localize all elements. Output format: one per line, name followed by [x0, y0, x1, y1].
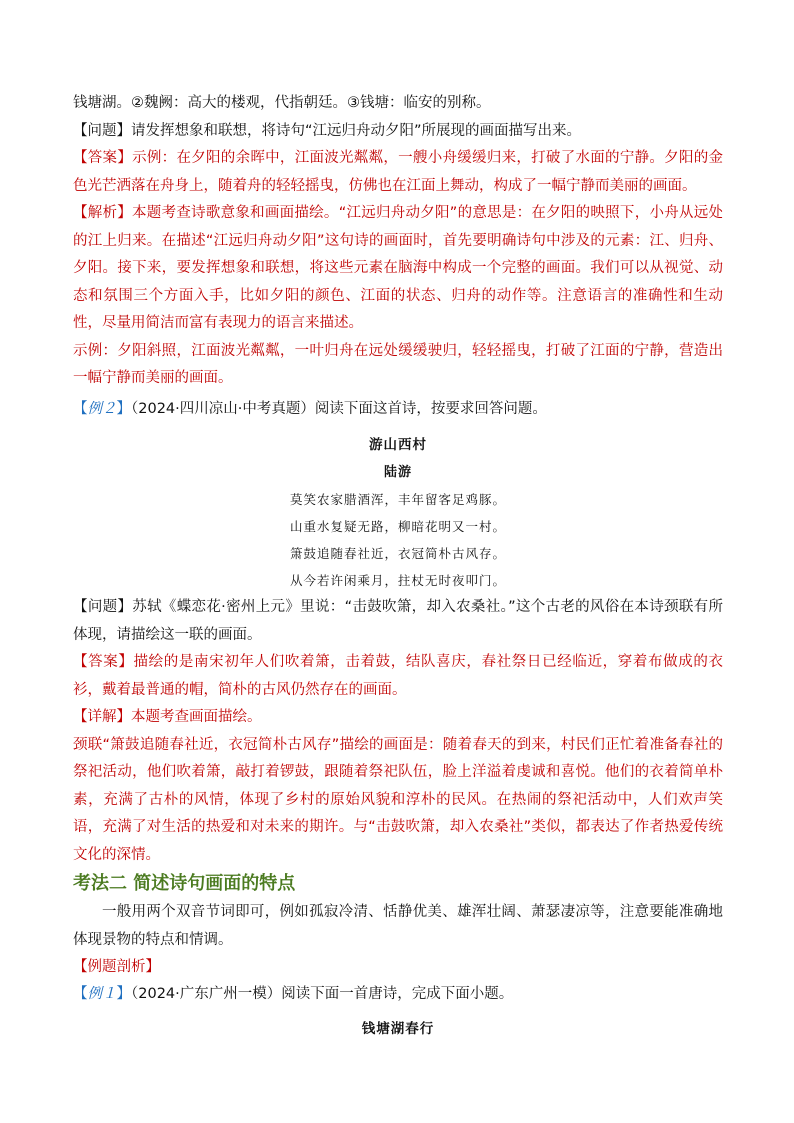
footnote-text: 钱塘湖。②魏阙：高大的楼观，代指朝廷。③钱塘：临安的别称。 [73, 95, 491, 111]
analysis-label: 【例题剖析】 [73, 959, 160, 975]
poem-line: 莫笑农家腊酒浑，丰年留客足鸡豚。 [289, 492, 506, 507]
question-tag: 【问题】 [73, 599, 133, 615]
question-1 [73, 118, 723, 146]
poem-line: 从今若许闲乘月，拄杖无时夜叩门。 [289, 573, 506, 588]
footnote-line [73, 90, 723, 118]
answer-1 [73, 145, 723, 200]
example-tag: 【例１】 [73, 986, 131, 1002]
example-tag: 【例２】 [73, 400, 131, 417]
answer-tag: 【答案】 [73, 654, 134, 670]
poem-author: 陆游 [383, 465, 412, 480]
question-tag: 【问题】 [73, 122, 131, 139]
answer-text: 示例：在夕阳的余晖中，江面波光粼粼，一艘小舟缓缓归来，打破了水面的宁静。夕阳的金色光芒洒落在舟身上，随着舟的轻轻摇曳，仿佛也在江面上舞动，构成了一幅宁静而美丽的画面。 [73, 150, 724, 194]
analysis-example-text: 示例：夕阳斜照，江面波光粼粼，一叶归舟在远处缓缓驶归，轻轻摇曳，打破了江面的宁静，营造出一幅宁静而美丽的画面。 [73, 342, 723, 386]
analysis-text: 本题考查诗歌意象和画面描绘。“江远归舟动夕阳”的意思是：在夕阳的映照下，小舟从远处的江上归来。在描述“江远归舟动夕阳”这句诗的画面时，首先要明确诗句中涉及的元素：江、归舟、夕阳。接下来，要发挥想象和联想，将这些元素在脑海中构成一个完整的画面。我们可以从视觉、动态和氛围三个方面入手，比如夕阳的颜色、江面的状态、归舟的动作等。注意语言的准确性和生动性，尽量用简洁而富有表现力的语言来描述。 [73, 205, 723, 331]
section-intro: 一般用两个双音节词即可，例如孤寂冷清、恬静优美、雄浑壮阔、萧瑟凄凉等，注意要能准确地体现景物的特点和情调。 [73, 904, 723, 948]
poem-line: 箫鼓追随春社近，衣冠简朴古风存。 [289, 546, 506, 561]
answer-2 [73, 649, 723, 704]
analysis-1 [73, 200, 723, 338]
analysis-example [73, 338, 723, 393]
example-2-header [73, 396, 723, 424]
question-2 [73, 594, 723, 649]
question-text: 请发挥想象和联想，将诗句“江远归舟动夕阳”所展现的画面描写出来。 [131, 122, 582, 139]
example-source: （2024·四川凉山·中考真题）阅读下面这首诗，按要求回答问题。 [131, 400, 547, 417]
answer-text: 描绘的是南宋初年人们吹着箫，击着鼓，结队喜庆，春社祭日已经临近，穿着布做成的衣衫，戴着最普通的帽，简朴的古风仍然存在的画面。 [73, 654, 724, 698]
detail-2 [73, 704, 723, 732]
poem-title: 钱塘湖春行 [361, 1020, 435, 1037]
example-source: （2024·广东广州一模）阅读下面一首唐诗，完成下面小题。 [131, 986, 514, 1002]
detail-text: 本题考查画面描绘。 [131, 709, 262, 725]
poem-title: 游山西村 [369, 437, 427, 453]
section-heading: 考法二 简述诗句画面的特点 [73, 873, 296, 894]
answer-tag: 【答案】 [73, 150, 133, 166]
page-content [73, 90, 723, 1043]
example-1-header [73, 981, 723, 1009]
analysis-tag: 【解析】 [73, 205, 133, 221]
poem-line: 山重水复疑无路，柳暗花明又一村。 [289, 519, 506, 534]
detail-body: 颈联“箫鼓追随春社近，衣冠简朴古风存”描绘的画面是：随着春天的到来，村民们正忙着准备春社的祭祀活动，他们吹着箫，敲打着锣鼓，跟随着祭祀队伍，脸上洋溢着虔诚和喜悦。他们的衣着简单朴素，充满了古朴的风情，体现了乡村的原始风貌和淳朴的民风。在热闹的祭祀活动中，人们欢声笑语，充满了对生活的热爱和对未来的期许。与“击鼓吹箫，却入农桑社”类似，都表达了作者热爱传统文化的深情。 [73, 736, 723, 863]
question-text: 苏轼《蝶恋花·密州上元》里说：“击鼓吹箫，却入农桑社。”这个古老的风俗在本诗颈联有所体现，请描绘这一联的画面。 [73, 599, 724, 643]
detail-tag: 【详解】 [73, 709, 131, 725]
